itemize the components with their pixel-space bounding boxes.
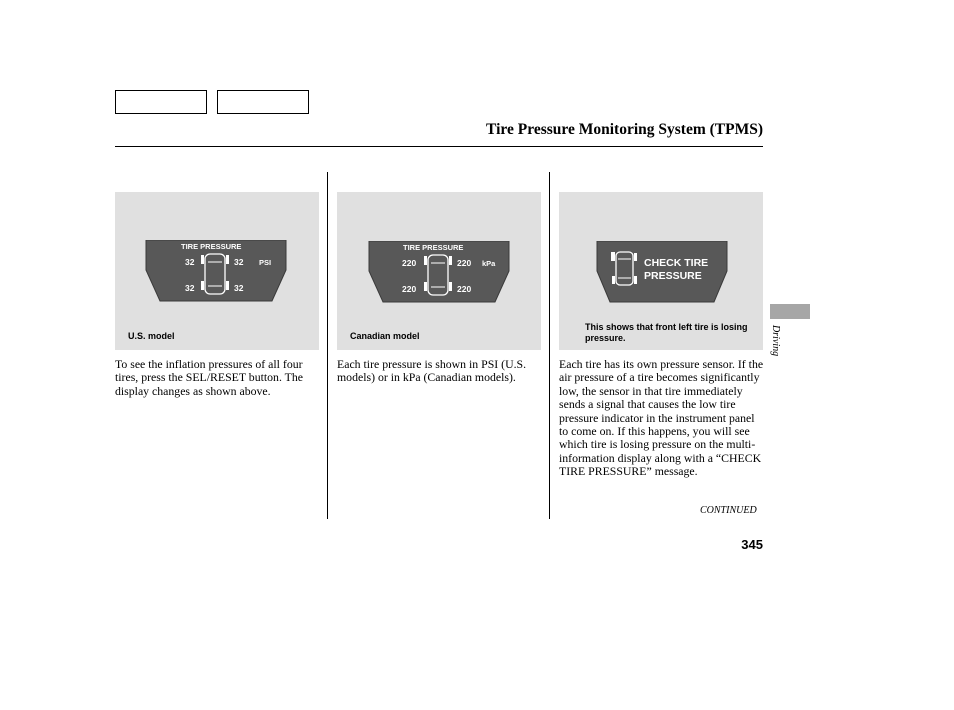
column-divider-2 bbox=[549, 172, 550, 519]
title-divider bbox=[115, 146, 763, 147]
tire-pressure-display-kpa bbox=[368, 241, 510, 303]
front-right-value: 220 bbox=[457, 258, 472, 268]
figure-check-tire-pressure bbox=[559, 192, 763, 350]
column-3-text: Each tire has its own pressure sensor. If the air pressure of a tire becomes significantly low, the sensor in that tire immediately sends a signal that causes the low tire pressure indicator in the instrument panel to come on. If this happens, you will see which tire is losing pressure on the multi-information display along with a “CHECK TIRE PRESSURE” message. bbox=[559, 357, 764, 479]
section-label: Driving bbox=[770, 325, 781, 357]
continued-label: CONTINUED bbox=[700, 505, 757, 516]
front-right-value: 32 bbox=[234, 257, 244, 267]
column-1-text: To see the inflation pressures of all four tires, press the SEL/RESET button. The display changes as shown above. bbox=[115, 357, 303, 398]
rear-right-value: 32 bbox=[234, 283, 244, 293]
message-line-1: CHECK TIRE bbox=[644, 257, 709, 269]
section-tab bbox=[770, 304, 810, 319]
figure-caption: This shows that front left tire is losing pressure. bbox=[585, 322, 748, 343]
unit-label: PSI bbox=[259, 258, 272, 267]
tire-pressure-display-psi bbox=[145, 240, 287, 302]
column-divider-1 bbox=[327, 172, 328, 519]
page-number: 345 bbox=[741, 537, 763, 552]
front-left-value: 220 bbox=[402, 258, 417, 268]
rear-left-value: 32 bbox=[185, 283, 195, 293]
rear-left-value: 220 bbox=[402, 284, 417, 294]
figure-us-model bbox=[115, 192, 319, 350]
check-tire-pressure-display bbox=[596, 241, 728, 303]
front-left-value: 32 bbox=[185, 257, 195, 267]
figure-caption: U.S. model bbox=[128, 331, 175, 341]
header-box-right bbox=[217, 90, 309, 114]
display-heading: TIRE PRESSURE bbox=[403, 243, 464, 252]
column-2-text: Each tire pressure is shown in PSI (U.S. models) or in kPa (Canadian models). bbox=[337, 357, 527, 385]
rear-right-value: 220 bbox=[457, 284, 472, 294]
unit-label: kPa bbox=[482, 259, 496, 268]
header-box-left bbox=[115, 90, 207, 114]
figure-canadian-model bbox=[337, 192, 541, 350]
message-line-2: PRESSURE bbox=[644, 270, 702, 282]
figure-caption: Canadian model bbox=[350, 331, 420, 341]
page-title: Tire Pressure Monitoring System (TPMS) bbox=[486, 121, 763, 138]
display-heading: TIRE PRESSURE bbox=[181, 242, 242, 251]
